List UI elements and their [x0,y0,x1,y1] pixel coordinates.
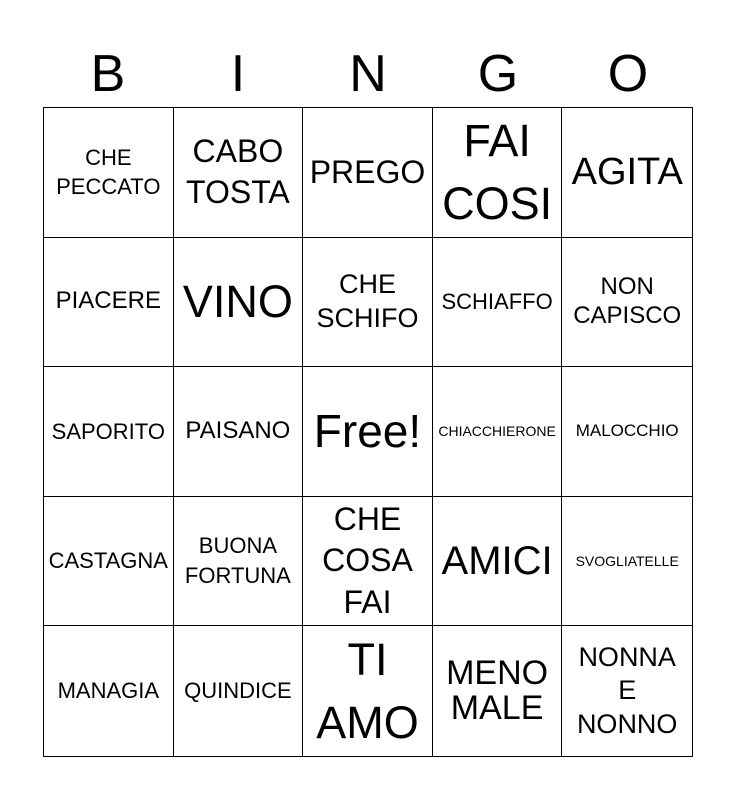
cell-label: SVOGLIATELLE [575,552,679,569]
cell-label: MALOCCHIO [575,421,679,441]
bingo-header [43,40,693,108]
cell-label: FAI COSI [442,115,553,230]
cell-label: SCHIAFFO [441,289,553,315]
bingo-cell[interactable] [433,367,563,497]
cell-label: VINO [182,276,293,328]
cell-label: MANAGIA [57,678,160,704]
cell-label: CASTAGNA [48,548,168,574]
cell-label: CHE COSA FAI [322,500,413,620]
cell-label: PREGO [309,153,426,190]
bingo-cell[interactable] [433,238,563,368]
bingo-board [43,107,693,757]
bingo-cell[interactable] [174,367,304,497]
bingo-cell[interactable] [174,497,304,627]
bingo-cell[interactable] [44,108,174,238]
cell-label: SAPORITO [51,418,165,444]
cell-label: NONNA E NONNO [576,641,678,740]
bingo-cell[interactable] [44,497,174,627]
cell-label: MENO MALE [446,653,549,728]
bingo-cell[interactable] [562,367,692,497]
bingo-cell[interactable] [44,238,174,368]
cell-label: PAISANO [185,417,291,445]
bingo-cell[interactable] [303,108,433,238]
bingo-cell[interactable] [433,108,563,238]
bingo-cell[interactable] [433,497,563,627]
bingo-cell[interactable] [562,238,692,368]
free-space-cell[interactable] [303,367,433,497]
bingo-cell[interactable] [433,626,563,756]
cell-label: CABO TOSTA [186,132,290,211]
bingo-cell[interactable] [303,626,433,756]
free-space-label: Free! [313,405,422,458]
bingo-cell[interactable] [562,626,692,756]
bingo-cell[interactable] [562,497,692,627]
header-letter-i: I [230,45,246,103]
header-letter-b: B [90,45,126,103]
cell-label: CHE PECCATO [56,144,161,200]
cell-label: CHIACCHIERONE [438,423,556,440]
cell-label: BUONA FORTUNA [184,533,291,589]
bingo-cell[interactable] [174,108,304,238]
bingo-cell[interactable] [562,108,692,238]
cell-label: AGITA [571,150,683,193]
bingo-cell[interactable] [303,497,433,627]
cell-label: AMICI [441,539,553,584]
bingo-cell[interactable] [44,626,174,756]
bingo-cell[interactable] [303,238,433,368]
cell-label: PIACERE [55,287,161,315]
cell-label: QUINDICE [184,678,292,704]
header-letter-g: G [477,45,519,103]
header-letter-o: O [607,45,649,103]
cell-label: CHE SCHIFO [316,269,419,333]
bingo-cell[interactable] [174,626,304,756]
cell-label: TI AMO [316,634,419,749]
bingo-cell[interactable] [44,367,174,497]
header-letter-n: N [349,45,387,103]
bingo-cell[interactable] [174,238,304,368]
cell-label: NON CAPISCO [573,273,682,329]
